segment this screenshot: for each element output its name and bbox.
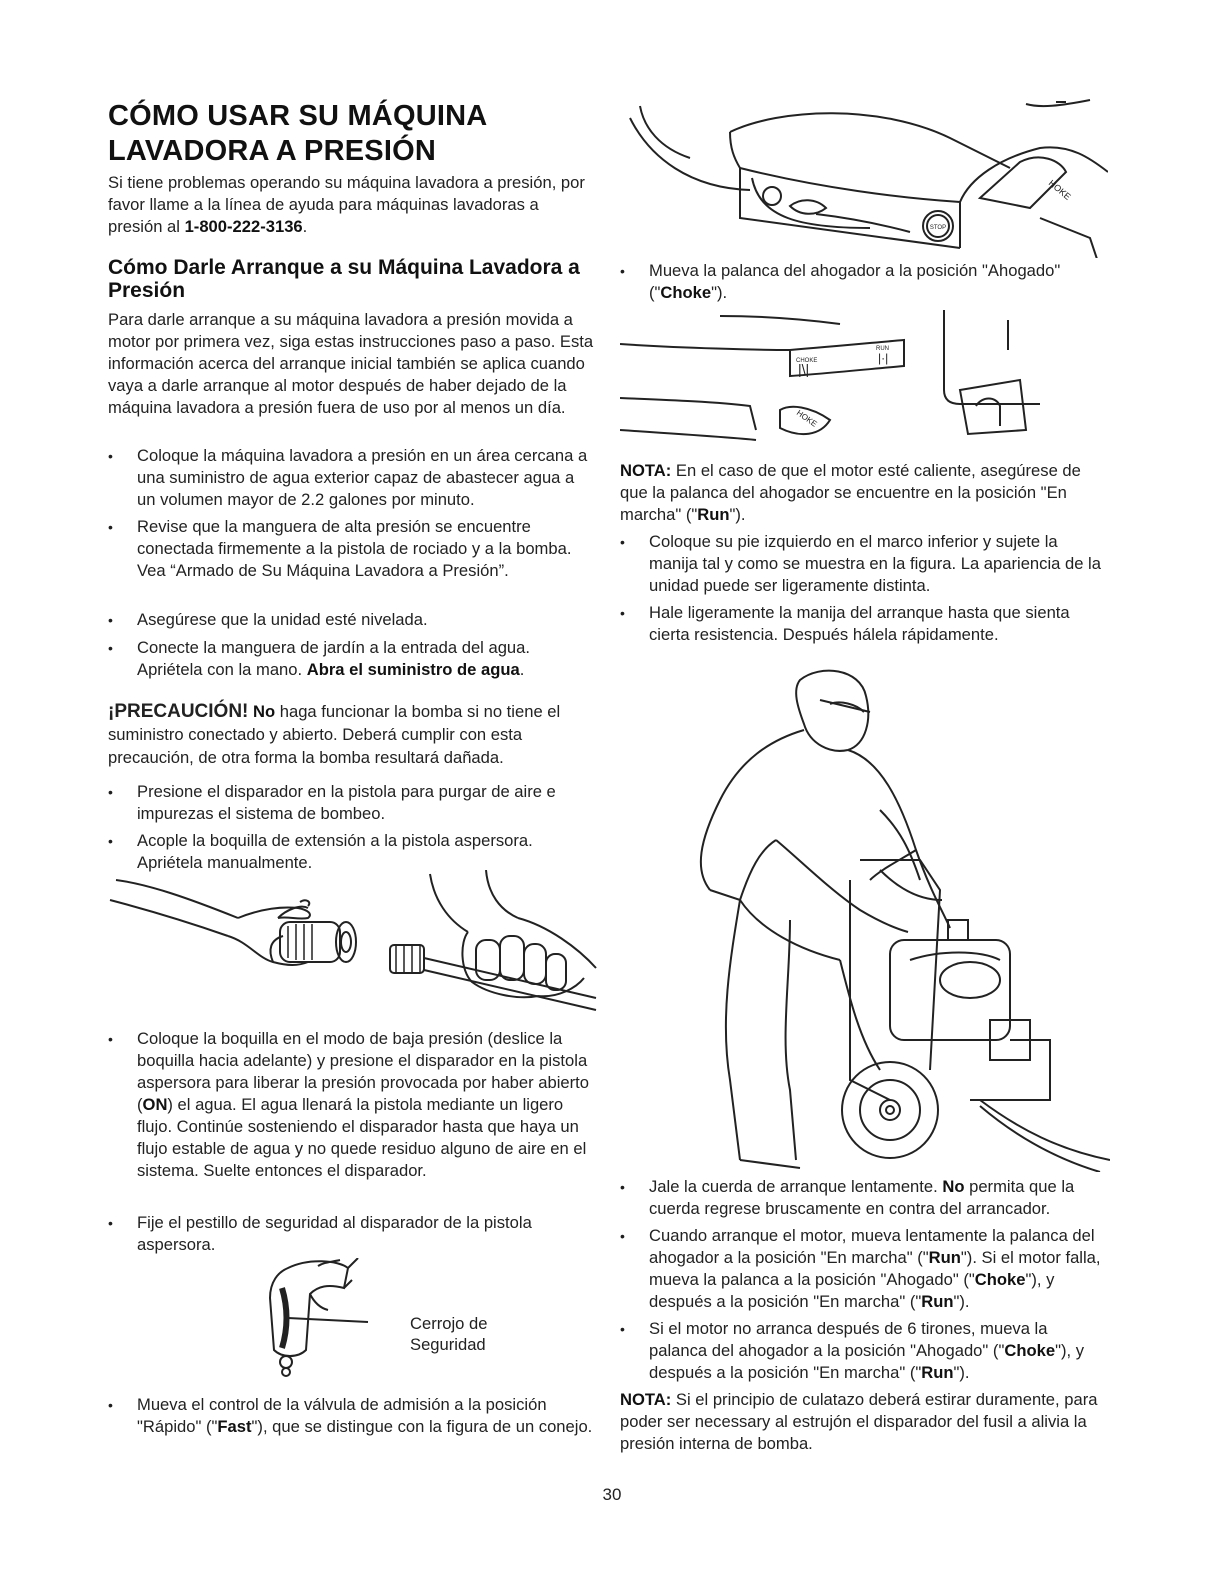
bullet-dot: • <box>620 605 625 621</box>
fail-bullet-b: "), y después a la posición "En marcha" (" <box>649 1341 1084 1382</box>
nota1-a: En el caso de que el motor esté caliente, asegúrese de que la palanca del ahogador se encuentre en la posición "En marcha" (" <box>620 461 1081 524</box>
list-item <box>108 609 596 631</box>
run-label: Run <box>697 505 730 524</box>
list-item <box>620 260 1108 304</box>
list-item <box>108 516 596 582</box>
bullet-dot: • <box>620 263 625 279</box>
list-item-text <box>649 260 1108 304</box>
latch-label-line1: Cerrojo de <box>410 1314 488 1333</box>
run-position-label: RUN <box>876 346 889 352</box>
open-water-instruction: Abra el suministro de agua <box>306 660 520 679</box>
nota-label: NOTA: <box>620 1390 672 1409</box>
intro-end: . <box>302 217 308 236</box>
bullet-dot: • <box>108 519 113 535</box>
list-item-text: Coloque la máquina lavadora a presión en un área cercana a una suministro de agua exterior capaz de abastecer agua a un volumen mayor de 2.2 galones por minuto. <box>137 446 588 509</box>
bullet-fast-a: Mueva el control de la válvula de admisión a la posición "Rápido" (" <box>137 1395 547 1436</box>
nota-label: NOTA: <box>620 461 672 480</box>
start-bullet-c: "), y después a la posición "En marcha" (" <box>649 1270 1055 1311</box>
bullet-dot: • <box>108 1215 113 1231</box>
caution-label: ¡PRECAUCIÓN! <box>108 701 249 722</box>
bullet-dot: • <box>108 784 113 800</box>
bullet-fast-b: "), que se distingue con la figura de un conejo. <box>251 1417 593 1436</box>
title-line-1: CÓMO USAR SU MÁQUINA <box>108 100 488 132</box>
bullet-dot: • <box>108 1031 113 1047</box>
bullet-dot: • <box>620 1179 625 1195</box>
page-number: 30 <box>602 1485 622 1504</box>
caution-no: No <box>253 702 276 721</box>
list-item <box>620 1225 1108 1313</box>
choke-lever-illustration <box>620 310 1108 455</box>
list-item <box>108 1394 596 1438</box>
choke-label: Choke <box>974 1270 1026 1289</box>
intro-paragraph <box>108 172 596 238</box>
list-item <box>108 830 596 874</box>
list-item <box>620 1318 1108 1384</box>
bullet-dot: • <box>620 1321 625 1337</box>
bullet-low-b: ) el agua. El agua llenará la pistola mediante un ligero flujo. Continúe sosteniendo el disparador hasta que haya un flujo estable de agua y no quede residuo alguno de aire en el sistema. Suelte entonces el disparador. <box>137 1095 587 1180</box>
caution-paragraph <box>108 700 596 769</box>
nota2-text: Si el principio de culatazo deberá estirar duramente, para poder ser necessary al estrujón el disparador del fusil a alivia la presión interna de bomba. <box>620 1390 1098 1453</box>
bullet-dot: • <box>108 612 113 628</box>
intro-text: Si tiene problemas operando su máquina lavadora a presión, por favor llame a la línea de ayuda para máquinas lavadoras a presión al <box>108 173 585 236</box>
list-item <box>108 1028 596 1182</box>
list-item-text: Revise que la manguera de alta presión se encuentre conectada firmemente a la pistola de rociado y a la bomba. Vea “Armado de Su Máquina Lavadora a Presión”. <box>137 517 572 580</box>
start-bullet-b: "). Si el motor falla, mueva la palanca a la posición "Ahogado" (" <box>649 1248 1101 1289</box>
choke-symbol: |\| <box>798 361 810 377</box>
choke-tab-label: HOKE <box>794 408 819 429</box>
list-item-text <box>137 637 596 681</box>
pull-bullet-a: Jale la cuerda de arranque lentamente. <box>649 1177 943 1196</box>
list-item-text: Fije el pestillo de seguridad al disparador de la pistola aspersora. <box>137 1213 532 1254</box>
start-bullet-a: Cuando arranque el motor, mueva lentamente la palanca del ahogador a la posición "En marcha" (" <box>649 1226 1095 1267</box>
stop-sign-label: STOP <box>929 225 947 231</box>
list-item-text: Coloque su pie izquierdo en el marco inferior y sujete la manija tal y como se muestra en la figura. La apariencia de la unidad puede ser ligeramente distinta. <box>649 532 1101 595</box>
nozzle-attachment-illustration <box>108 870 598 1020</box>
on-label: ON <box>142 1095 168 1114</box>
bullet4-end: . <box>519 660 525 679</box>
section-heading: Cómo Darle Arranque a su Máquina Lavadora a Presión <box>108 256 580 302</box>
list-item-text <box>649 1318 1108 1384</box>
bullet-dot: • <box>108 1397 113 1413</box>
fail-bullet-c: "). <box>953 1363 970 1382</box>
bullet-dot: • <box>620 1228 625 1244</box>
section-paragraph: Para darle arranque a su máquina lavadora a presión movida a motor por primera vez, siga estas instrucciones paso a paso. Esta información acerca del arranque inicial también se aplica cuando vaya a darle arranque al motor después de haber dejado de la máquina lavadora a presión fuera de uso por al menos un día. <box>108 310 594 417</box>
fast-label: Fast <box>217 1417 252 1436</box>
throttle-control-illustration <box>620 98 1108 258</box>
list-item-text: Acople la boquilla de extensión a la pistola aspersora. Apriétela manualmente. <box>137 831 533 872</box>
list-item-text: Presione el disparador en la pistola para purgar de aire e impurezas el sistema de bombeo. <box>137 782 556 823</box>
starting-washer-illustration <box>680 660 1110 1172</box>
run-label: Run <box>928 1248 961 1267</box>
fail-bullet-a: Si el motor no arranca después de 6 tirones, mueva la palanca del ahogador a la posición "Ahogado" (" <box>649 1319 1048 1360</box>
page-title <box>108 99 596 169</box>
run-symbol: |·| <box>878 351 889 365</box>
list-item-text <box>649 1176 1108 1220</box>
caution-text: haga funcionar la bomba si no tiene el suministro conectado y abierto. Deberá cumplir con esta precaución, de otra forma la bomba resultará dañada. <box>108 702 561 767</box>
start-bullet-d: "). <box>953 1292 970 1311</box>
list-item-text <box>137 1394 596 1438</box>
list-item <box>108 445 596 511</box>
list-item <box>108 637 596 681</box>
run-label: Run <box>921 1363 954 1382</box>
choke-position-label: CHOKE <box>796 358 818 364</box>
list-item-text <box>649 1225 1108 1313</box>
choke-label: Choke <box>660 283 712 302</box>
choke-label: Choke <box>1004 1341 1056 1360</box>
helpline-phone: 1-800-222-3136 <box>184 217 303 236</box>
bullet-dot: • <box>108 833 113 849</box>
list-item <box>108 781 596 825</box>
latch-label <box>410 1313 487 1355</box>
safety-latch-illustration <box>248 1258 418 1378</box>
run-label: Run <box>921 1292 954 1311</box>
latch-label-line2: Seguridad <box>410 1335 486 1354</box>
choke-knob-label: HOKE <box>1046 177 1073 202</box>
nota1-b: "). <box>729 505 746 524</box>
bullet-dot: • <box>108 448 113 464</box>
nota-paragraph-2 <box>620 1389 1108 1455</box>
pull-bullet-b: permita que la cuerda regrese bruscamente en contra del arrancador. <box>649 1177 1075 1218</box>
bullet4-text: Conecte la manguera de jardín a la entrada del agua. Apriétela con la mano. <box>137 638 530 679</box>
list-item-text: Hale ligeramente la manija del arranque hasta que sienta cierta resistencia. Después hálela rápidamente. <box>649 603 1070 644</box>
bullet-low-a: Coloque la boquilla en el modo de baja presión (deslice la boquilla hacia adelante) y presione el disparador en la pistola aspersora para liberar la presión provocada por haber abierto ( <box>137 1029 589 1114</box>
list-item-text: Asegúrese que la unidad esté nivelada. <box>137 610 428 629</box>
list-item <box>620 531 1108 597</box>
list-item-text <box>137 1028 596 1182</box>
list-item <box>620 602 1108 646</box>
nota-paragraph-1 <box>620 460 1108 526</box>
no-label: No <box>942 1177 965 1196</box>
choke-bullet-a: Mueva la palanca del ahogador a la posición "Ahogado" (" <box>649 261 1061 302</box>
bullet-dot: • <box>620 534 625 550</box>
list-item <box>108 1212 596 1256</box>
bullet-dot: • <box>108 640 113 656</box>
choke-bullet-b: "). <box>711 283 728 302</box>
title-line-2: LAVADORA A PRESIÓN <box>108 135 436 167</box>
list-item <box>620 1176 1108 1220</box>
